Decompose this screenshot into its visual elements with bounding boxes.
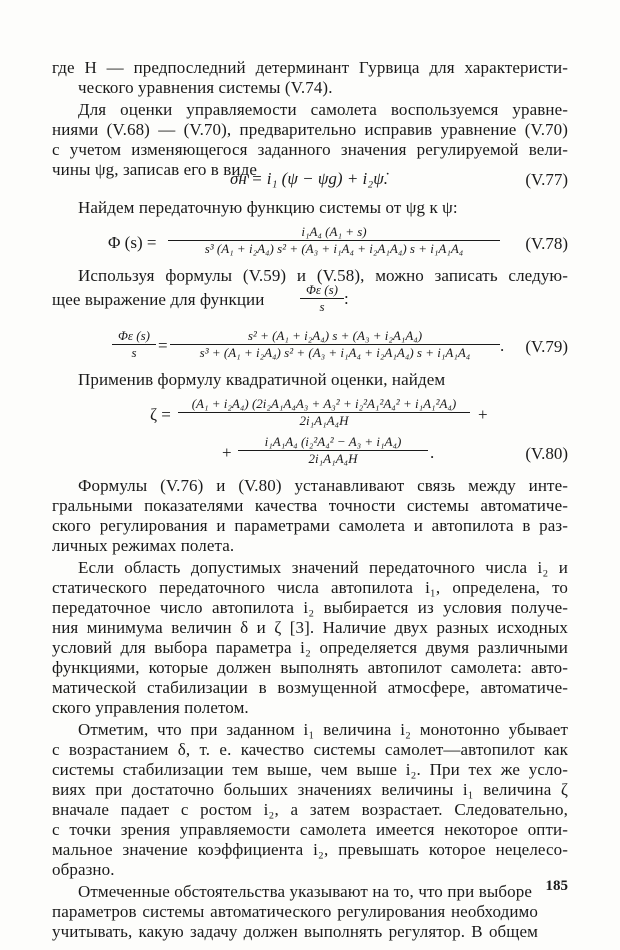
fraction-denominator: s³ (A₁ + i₂A₄) s² + (A₃ + i₁A₄ + i₂A₁A₄) s + i₁A₁A₄ — [168, 240, 500, 257]
text-line: Отмеченные обстоятельства указывают на то, что при выборе — [78, 882, 532, 901]
equation-v79-lhs — [112, 328, 156, 361]
equation-number: (V.79) — [525, 337, 568, 356]
text-line: Применив формулу квадратичной оценки, найдем — [78, 370, 446, 389]
equation-number: (V.80) — [525, 444, 568, 463]
text-line: ческого уравнения системы (V.74). — [78, 78, 333, 97]
equation-v80-lhs: ζ = — [150, 405, 171, 424]
fraction-denominator: 2i₁A₁A₄H — [178, 412, 470, 429]
equation-number: (V.77) — [525, 170, 568, 189]
text-line: Используя формулы (V.59) и (V.58), можно записать следую- — [78, 266, 568, 285]
text-line: виях при достаточно больших значениях величины i₁ величина ζ — [52, 780, 568, 799]
text-line: Отметим, что при заданном i₁ величина i₂ монотонно убывает — [78, 720, 568, 739]
text-line: статического передаточного числа автопилота i₁, определена, то — [52, 578, 568, 597]
period: . — [500, 336, 505, 355]
text-line: Если область допустимых значений передаточного числа i₂ и — [78, 558, 568, 577]
text-line: Найдем передаточную функцию системы от ψg к ψ: — [78, 198, 458, 217]
fraction-numerator: i₁A₄ (A₁ + s) — [301, 224, 367, 239]
equation-v80-fraction-2 — [238, 434, 428, 467]
text-line: ниями (V.68) — (V.70), предварительно исправив уравнение (V.70) — [52, 120, 568, 139]
equation-v78-lhs: Φ (s) = — [108, 233, 157, 252]
text-line: где H — предпоследний детерминант Гурвица для характеристи- — [52, 58, 568, 77]
text-line: образно. — [52, 860, 115, 879]
text-line: ния минимума величин δ и ζ [3]. Наличие двух разных исходных — [52, 618, 568, 637]
fraction-numerator: s² + (A₁ + i₂A₄) s + (A₃ + i₂A₁A₄) — [247, 328, 423, 343]
fraction-denominator: s — [300, 298, 344, 315]
text-line: ского регулирования и параметрами самолета и автопилота в раз- — [52, 516, 568, 535]
text-line: с возрастанием δ, т. е. качество системы самолет—автопилот как — [52, 740, 568, 759]
text-line: условий для выбора параметра i₂ определяется двумя различными — [52, 638, 568, 657]
equation-v78-fraction — [168, 224, 500, 257]
text-line: матической стабилизации в возмущенной атмосфере, автоматиче- — [52, 678, 568, 697]
plus-sign: + — [222, 443, 232, 462]
text-line: с учетом изменяющегося заданного значения регулируемой вели- — [52, 140, 568, 159]
page-number: 185 — [545, 878, 568, 894]
text-line: учитывать, какую задачу должен выполнять регулятор. В общем — [52, 922, 538, 941]
plus-sign: + — [478, 405, 488, 424]
text-line: передаточное число автопилота i₂ выбирается из условия получе- — [52, 598, 568, 617]
equation-v77: σн = i₁ (ψ − ψg) + i₂ψ̇. — [230, 169, 388, 188]
text-line: Формулы (V.76) и (V.80) устанавливают связь между инте- — [78, 476, 568, 495]
text-line: личных режимах полета. — [52, 536, 235, 555]
fraction-denominator: 2i₁A₁A₄H — [238, 450, 428, 467]
text-line: гральными показателями качества точности системы автоматиче- — [52, 496, 568, 515]
equation-v79-fraction — [170, 328, 500, 361]
fraction-numerator: Φε (s) — [118, 328, 150, 343]
fraction-numerator: i₁A₁A₄ (i₂²A₄² − A₃ + i₁A₄) — [264, 434, 402, 449]
fraction-denominator: s — [112, 344, 156, 361]
text-line: чины ψg, записав его в виде — [52, 160, 258, 179]
period: . — [430, 443, 435, 462]
fraction-numerator: Φε (s) — [306, 282, 338, 297]
text-line: ского управления полетом. — [52, 698, 249, 717]
inline-fraction — [300, 282, 344, 315]
text-line: с точки зрения управляемости самолета имеется некоторое опти- — [52, 820, 568, 839]
equals-sign: = — [158, 336, 168, 355]
text-line: щее выражение для функции — [52, 290, 265, 309]
text-line: вначале падает с ростом i₂, а затем возрастает. Следовательно, — [52, 800, 568, 819]
colon: : — [344, 289, 349, 308]
equation-number: (V.78) — [525, 234, 568, 253]
equation-v80-fraction-1 — [178, 396, 470, 429]
fraction-numerator: (A₁ + i₂A₄) (2i₂A₁A₄A₃ + A₃² + i₂²A₁²A₄² + i₁A₁²A₄) — [191, 396, 457, 411]
text-line: мальное значение коэффициента i₂, превышать которое нецелесо- — [52, 840, 568, 859]
text-line: Для оценки управляемости самолета воспользуемся уравне- — [78, 100, 568, 119]
text-line: системы стабилизации тем выше, чем выше i₂. При тех же усло- — [52, 760, 568, 779]
fraction-denominator: s³ + (A₁ + i₂A₄) s² + (A₃ + i₁A₄ + i₂A₁A₄) s + i₁A₁A₄ — [170, 344, 500, 361]
text-line: функциями, которые должен выполнять автопилот самолета: авто- — [52, 658, 568, 677]
text-line: параметров системы автоматического регулирования необходимо — [52, 902, 538, 921]
